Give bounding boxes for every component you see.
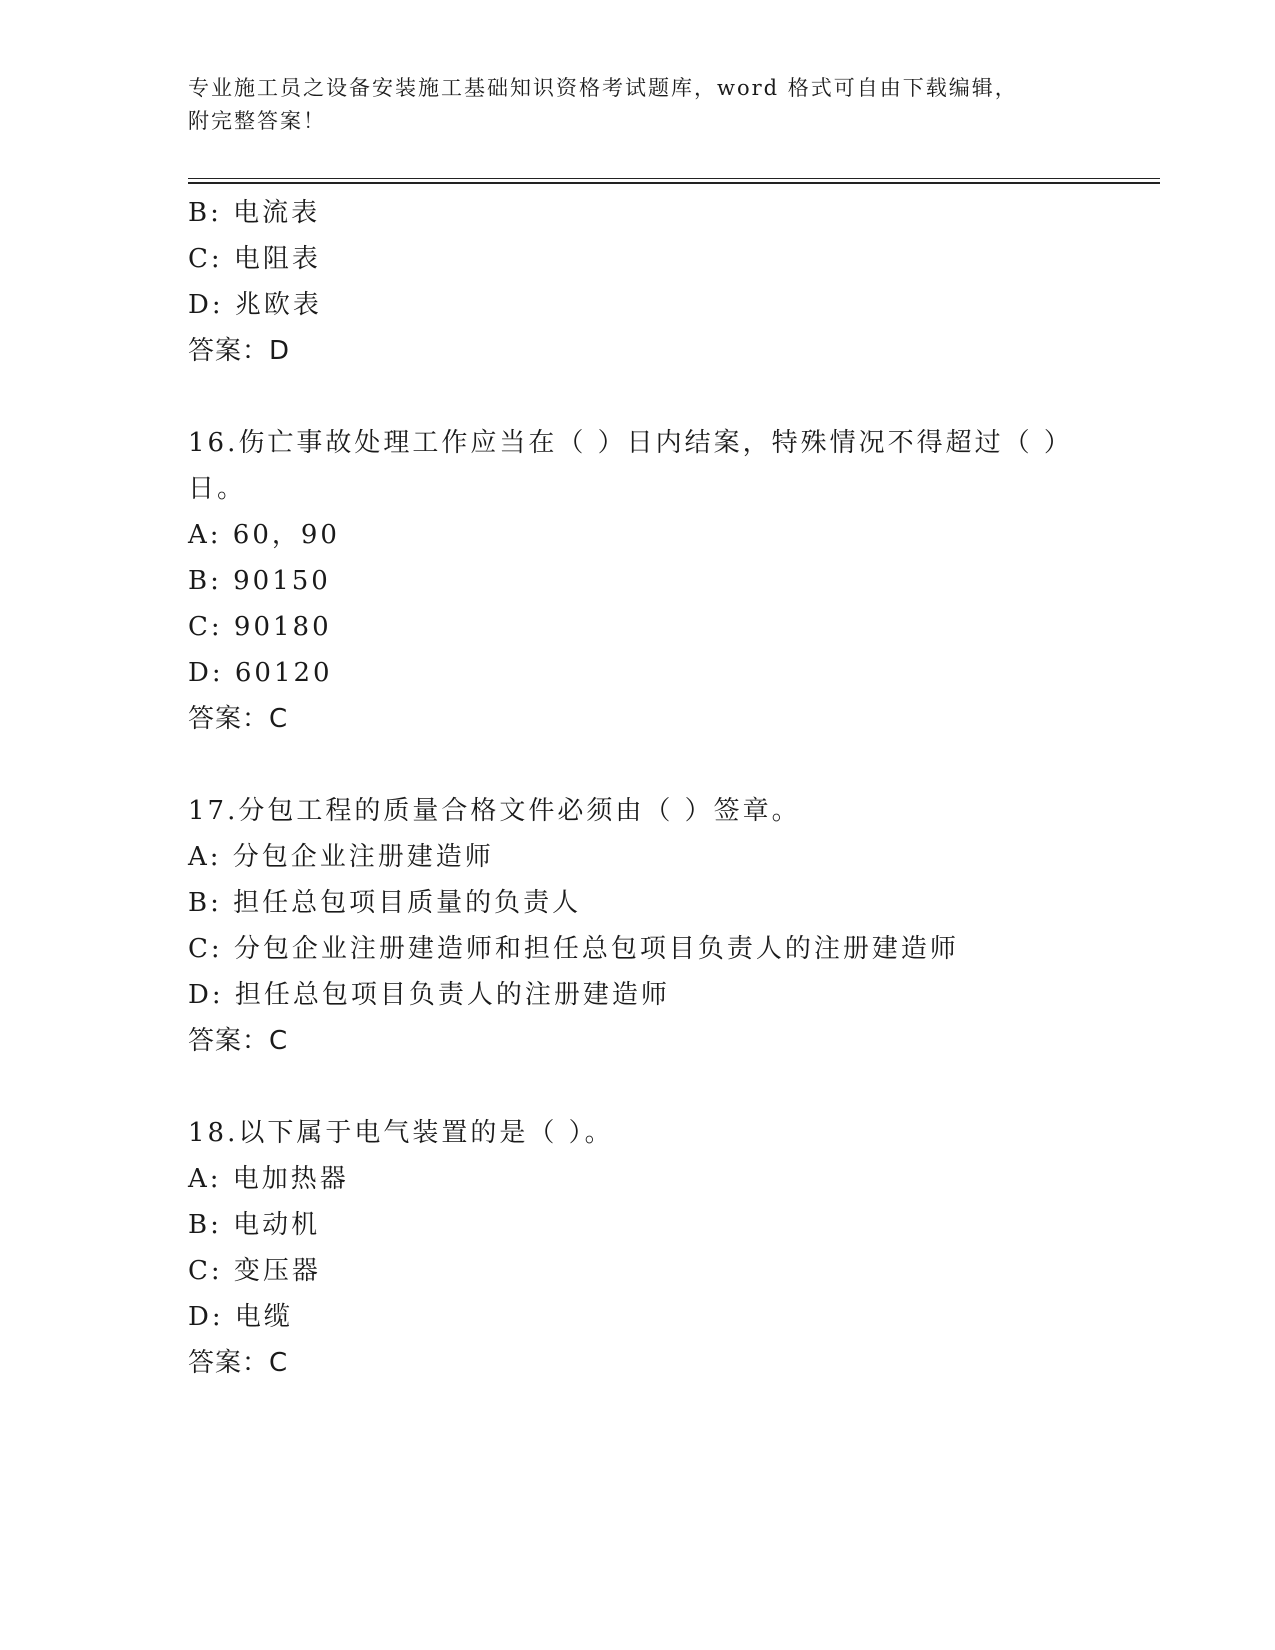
option-b: B: 电流表 — [188, 198, 321, 228]
question-17 — [188, 788, 1088, 1064]
answer: 答案：C — [188, 1348, 289, 1378]
question-15-tail — [188, 190, 1088, 374]
answer: 答案：C — [188, 704, 289, 734]
option-d: D: 担任总包项目负责人的注册建造师 — [188, 980, 670, 1010]
header-line-2: 附完整答案！ — [188, 109, 326, 133]
header-line-1: 专业施工员之设备安装施工基础知识资格考试题库，word 格式可自由下载编辑， — [188, 76, 1018, 100]
option-c: C: 电阻表 — [188, 244, 321, 274]
option-d: D: 电缆 — [188, 1302, 293, 1332]
option-c: C: 分包企业注册建造师和担任总包项目负责人的注册建造师 — [188, 934, 959, 964]
option-d: D: 60120 — [188, 658, 333, 688]
option-a: A: 电加热器 — [188, 1164, 349, 1194]
option-b: B: 90150 — [188, 566, 331, 596]
option-c: C: 90180 — [188, 612, 332, 642]
option-a: A: 60，90 — [188, 520, 340, 550]
option-b: B: 担任总包项目质量的负责人 — [188, 888, 582, 918]
option-b: B: 电动机 — [188, 1210, 321, 1240]
question-18 — [188, 1110, 1088, 1386]
header-divider-thick — [188, 182, 1160, 184]
option-a: A: 分包企业注册建造师 — [188, 842, 494, 872]
question-16 — [188, 420, 1088, 742]
question-text: 18.以下属于电气装置的是（ ）。 — [188, 1118, 614, 1148]
option-d: D: 兆欧表 — [188, 290, 322, 320]
option-c: C: 变压器 — [188, 1256, 321, 1286]
header-divider-thin — [188, 178, 1160, 179]
document-header — [188, 72, 1088, 138]
answer: 答案：D — [188, 336, 291, 366]
answer: 答案：C — [188, 1026, 289, 1056]
question-text: 17.分包工程的质量合格文件必须由（ ）签章。 — [188, 796, 801, 826]
question-text: 16.伤亡事故处理工作应当在（ ）日内结案，特殊情况不得超过（ ）日。 — [188, 428, 1073, 504]
question-list — [188, 190, 1088, 1386]
